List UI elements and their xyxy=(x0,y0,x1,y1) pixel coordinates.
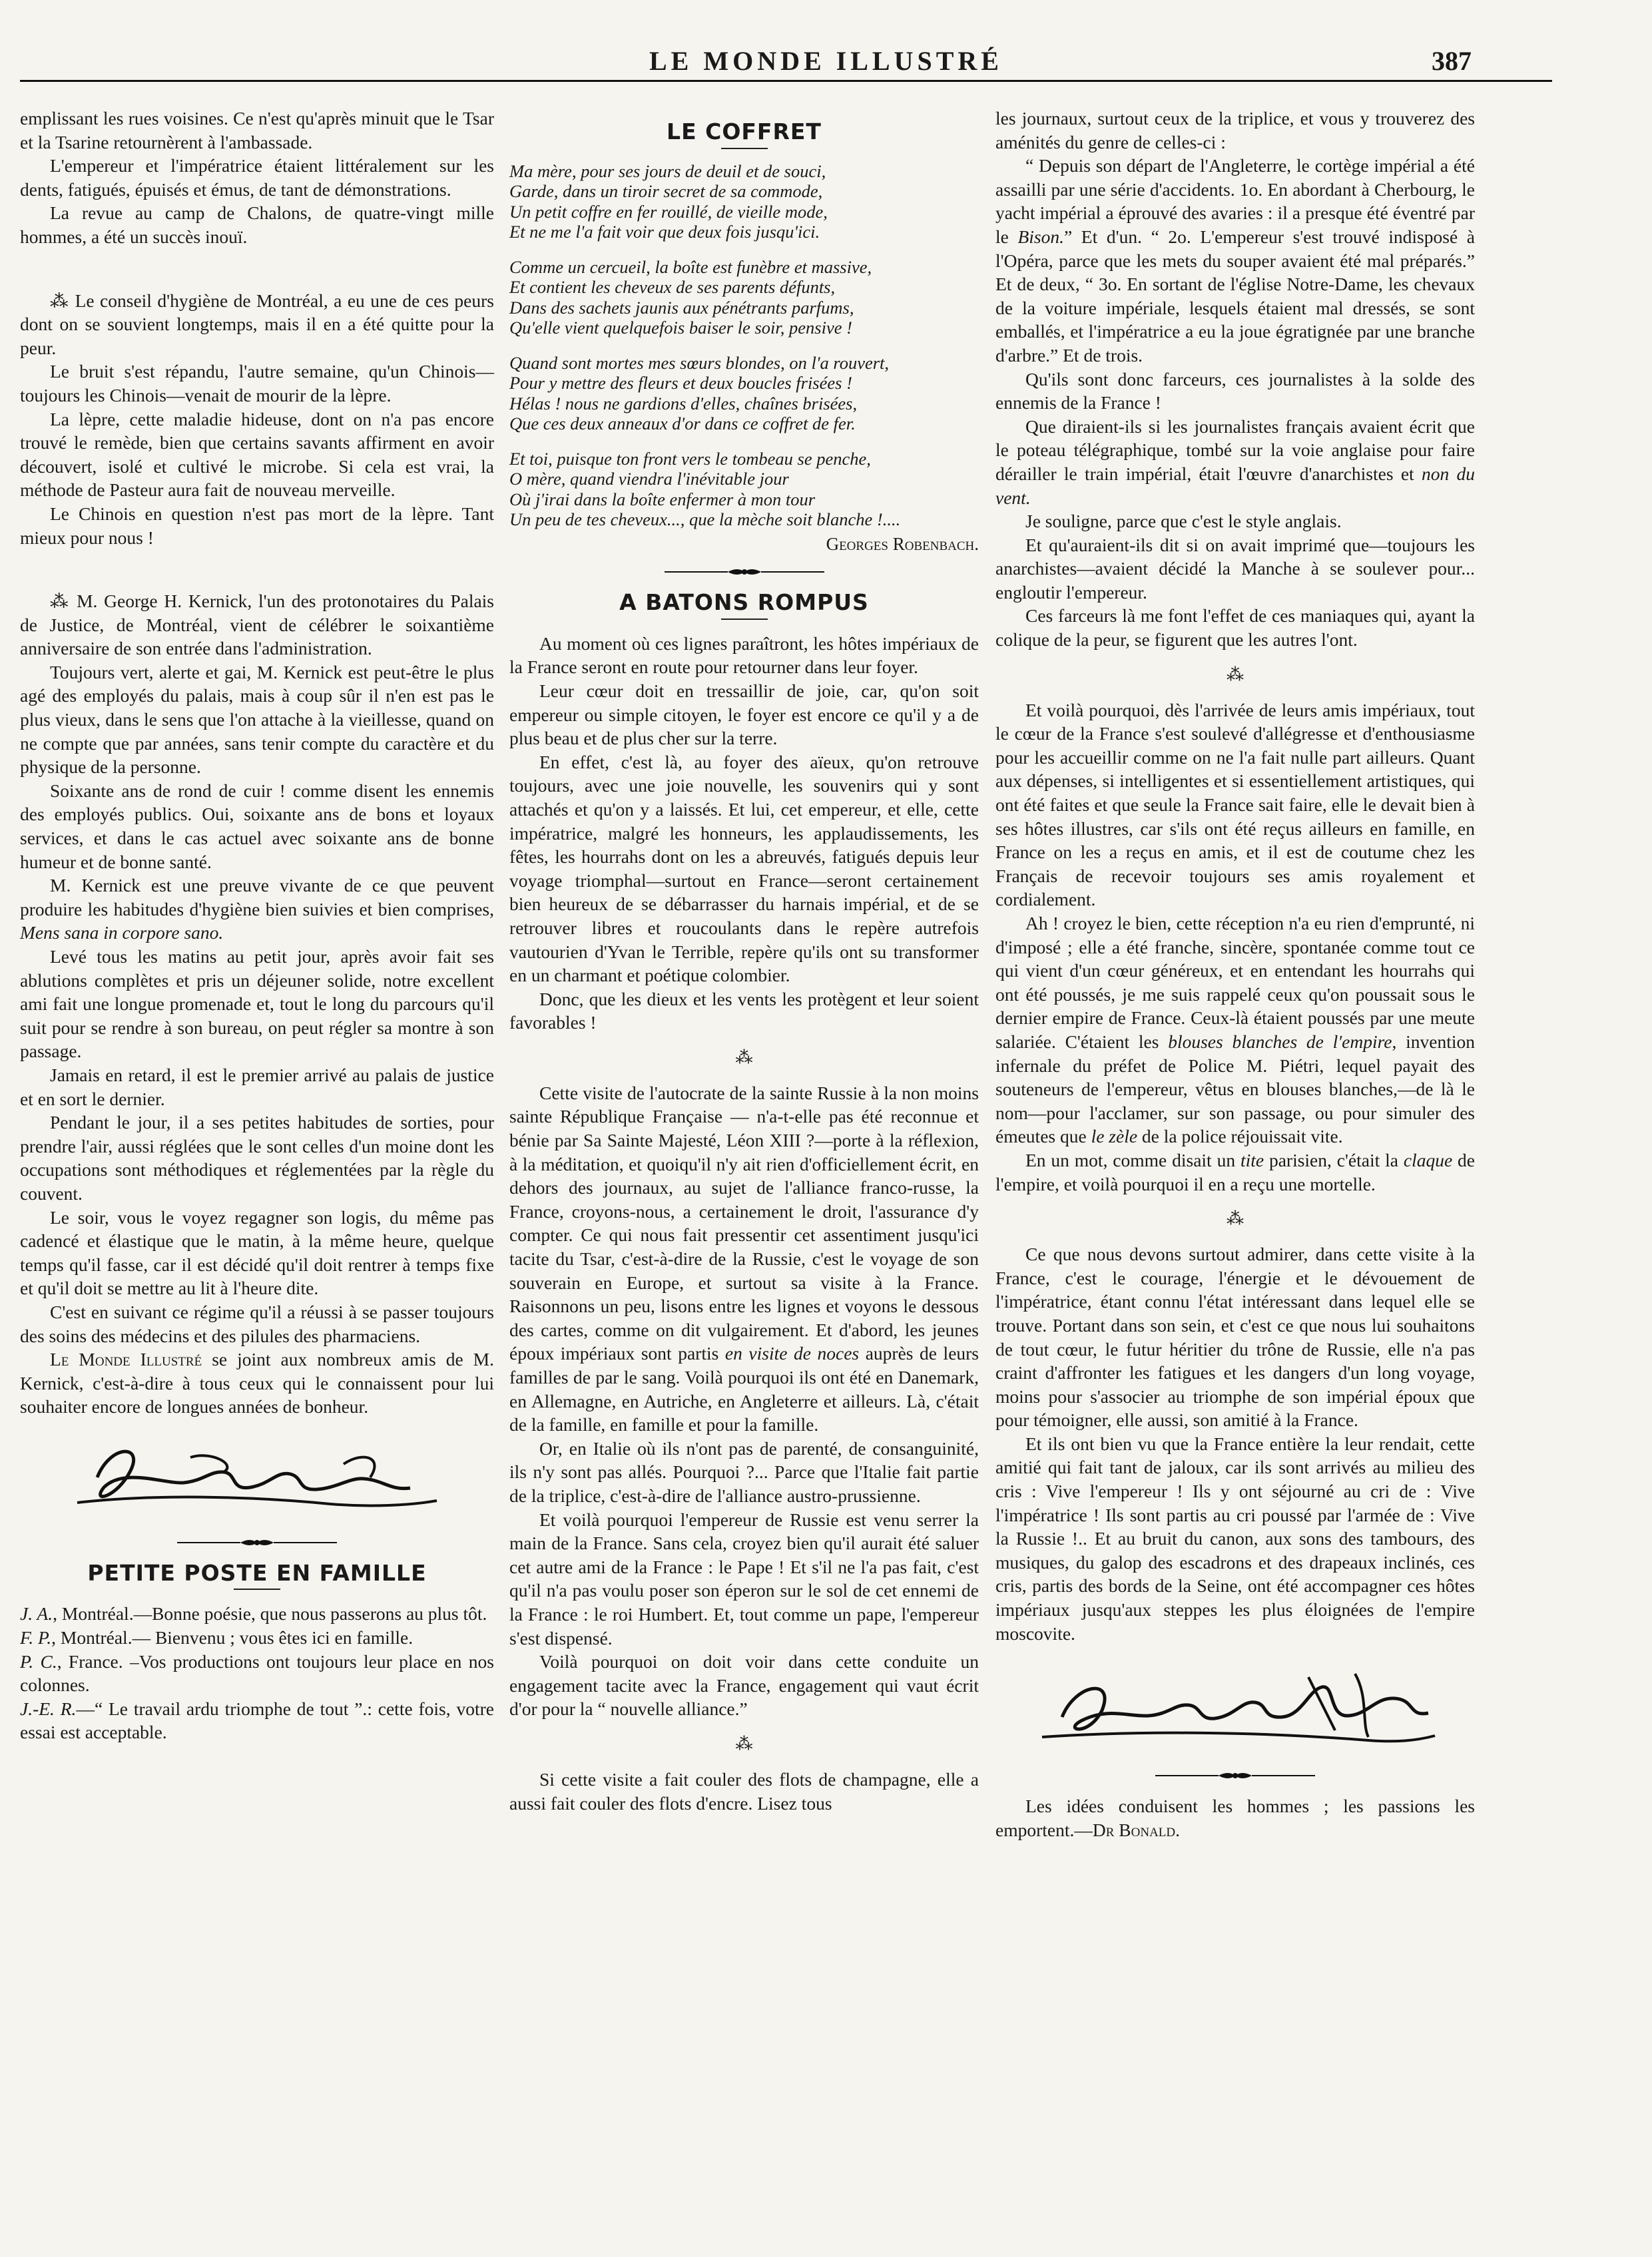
paragraph-text: de l'empire, et voilà pourquoi il en a reçu une mortelle. xyxy=(995,1149,1475,1194)
heading-rule xyxy=(234,1589,280,1590)
paragraph: Ce que nous devons surtout admirer, dans cette visite à la France, c'est le courage, l'énergie et le dévouement de l'impératrice, étant connu l'état intéressant dans lequel elle se trouve. Portant dans son sein, et c'est ce que nous lui souhaitons de tout cœur, le futur héritier du trône de Russie, elle n'a pas craint d'affronter les fatigues et les dangers d'un long voyage, moins pour s'associer au triomphe de son impérial époux que pour témoigner, elle aussi, son amitié à la France. xyxy=(995,1244,1475,1431)
asterism-divider: ⁂ xyxy=(735,1047,753,1067)
poem-line: Dans des sachets jaunis aux pénétrants parfums, xyxy=(509,297,854,318)
poem-line: Comme un cercueil, la boîte est funèbre et massive, xyxy=(509,256,872,277)
paragraph-text: M. Kernick est une preuve vivante de ce que peuvent produire les habitudes d'hygiène bien suivies et bien comprises, xyxy=(20,875,494,919)
reply-text: , Montréal.— Bienvenu ; vous êtes ici en famille. xyxy=(51,1627,413,1648)
mailbox-entry xyxy=(20,1626,494,1650)
paragraph-text: ” Et d'un. “ 2o. L'empereur s'est trouvé indisposé à l'Opéra, parce que les mets du souper avaient été mal préparés.” Et de deux, “ 3o. En sortant de l'église Notre-Dame, les chevaux de la voiture impériale, lesquels étaient mal dressés, se sont emballés, et l'impératrice a eu la joue égratignée par une branche d'arbre.” Et de trois. xyxy=(995,226,1475,366)
paragraph: Le soir, vous le voyez regagner son logis, du même pas cadencé et élastique que le matin, à la même heure, quelque temps qu'il fasse, car il est décidé qu'il doit rentrer à temps fixe et qu'il doit se mettre au lit à l'heure dite. xyxy=(20,1206,494,1299)
reply-text: , Montréal.—Bonne poésie, que nous passerons au plus tôt. xyxy=(53,1603,487,1625)
correspondent-initials: P. C. xyxy=(20,1650,57,1672)
mailbox-entry xyxy=(20,1650,494,1697)
poem-line: Et ne me l'a fait voir que deux fois jusqu'ici. xyxy=(509,222,820,242)
asterism: ⁂ xyxy=(50,591,77,612)
italic-phrase: blouses blanches de l'empire xyxy=(1168,1031,1392,1052)
paragraph xyxy=(995,415,1475,509)
paragraph: Au moment où ces lignes paraîtront, les hôtes impériaux de la France seront en route pour retourner dans leur foyer. xyxy=(509,632,979,678)
italic-phrase: le zèle xyxy=(1091,1126,1138,1147)
publication-name: Le Monde Illustré xyxy=(50,1349,202,1370)
section-heading-petite-poste: PETITE POSTE EN FAMILLE xyxy=(87,1559,427,1586)
paragraph: Le Chinois en question n'est pas mort de la lèpre. Tant mieux pour nous ! xyxy=(20,503,494,548)
correspondent-initials: J.-E. R. xyxy=(20,1698,77,1719)
paragraph xyxy=(20,589,494,660)
section-heading-a-batons-rompus: A BATONS ROMPUS xyxy=(619,589,869,616)
paragraph xyxy=(20,874,494,945)
paragraph: Soixante ans de rond de cuir ! comme disent les ennemis des employés publics. Oui, soixante ans de bons et loyaux services, et dans le cas actuel avec soixante ans de bonne humeur et de bonne santé. xyxy=(20,780,494,872)
paragraph-text: de la police réjouissait vite. xyxy=(1137,1126,1343,1147)
paragraph xyxy=(995,911,1475,1148)
section-heading-le-coffret: LE COFFRET xyxy=(667,119,822,144)
paragraph: La lèpre, cette maladie hideuse, dont on n'a pas encore trouvé le remède, bien que certains savants affirment en avoir découvert, isolé et cultivé le microbe. Si cela est vrai, la méthode de Pasteur aura fait de nouveau merveille. xyxy=(20,408,494,501)
poem-stanza xyxy=(509,161,979,242)
column-2 xyxy=(509,107,979,1815)
column-1 xyxy=(20,107,494,1744)
spacer xyxy=(20,549,494,589)
ornament-divider xyxy=(177,1536,337,1549)
paragraph xyxy=(20,1348,494,1419)
paragraph: les journaux, surtout ceux de la triplice, et vous y trouverez des aménités du genre de celles-ci : xyxy=(995,108,1475,152)
poem-line: O mère, quand viendra l'inévitable jour xyxy=(509,469,789,489)
paragraph-text: se joint aux nombreux amis de M. Kernick, c'est-à-dire à tous ceux qui le connaissent pour lui souhaiter encore de longues années de bonheur. xyxy=(20,1349,494,1417)
paragraph: Je souligne, parce que c'est le style anglais. xyxy=(1025,511,1342,532)
poem-line: Ma mère, pour ses jours de deuil et de souci, xyxy=(509,160,826,181)
paragraph xyxy=(995,154,1475,367)
paragraph-text: Que diraient-ils si les journalistes français avaient écrit que le poteau télégraphique, tombé sur la voie anglaise pour faire dérailler le train impérial, était l'œuvre d'anarchistes et xyxy=(995,415,1475,484)
ornament-divider xyxy=(1155,1769,1315,1782)
paragraph-text: Cette visite de l'autocrate de la sainte Russie à la non moins sainte République Française — n'a-t-elle pas été reconnue et bénie par Sa Sainte Majesté, Léon XIII ?—porte à la réflexion, à la méditation, et quoiqu'il n'y ait rien d'officiellement écrit, en dehors des journaux, au sujet de l'alliance franco-russe, la France, croyons-nous, a certainement le droit, l'assurance d'y compter. Ce qui nous fait pressentir cet assentiment jusqu'ici tacite du Tsar, c'est-à-dire de la Russie, c'est le voyage de son souverain en Europe, et surtout sa visite à la France. Raisonnons un peu, lisons entre les lignes et voyons le dessous des cartes, comme on dit vulgairement. Et d'abord, les jeunes époux impériaux sont partis xyxy=(509,1082,979,1364)
paragraph: Qu'ils sont donc farceurs, ces journalistes à la solde des ennemis de la France ! xyxy=(995,368,1475,413)
paragraph xyxy=(509,1081,979,1437)
page-number: 387 xyxy=(1432,46,1472,76)
paragraph-text: auprès de leurs familles de par le sang. Voilà pourquoi ils ont été en Danemark, en Allemagne, en Autriche, en Angleterre et ailleurs. Là, c'était de la famille, en famille et pour la famille. xyxy=(509,1343,979,1435)
asterism-divider: ⁂ xyxy=(1227,664,1244,684)
paragraph: Leur cœur doit en tressaillir de joie, car, qu'on soit empereur ou simple citoyen, le foyer est encore ce qu'il y a de plus beau et de plus cher sur la terre. xyxy=(509,680,979,749)
heading-rule xyxy=(721,619,768,620)
italic-phrase: en visite de noces xyxy=(724,1343,860,1364)
latin-motto: Mens sana in corpore sano. xyxy=(20,922,224,943)
mailbox-entry xyxy=(20,1697,494,1744)
paragraph: Et voilà pourquoi l'empereur de Russie est venu serrer la main de la France. Sans cela, croyez bien qu'il aurait été saluer cet autre ami de la France : le Pape ! Et s'il ne l'a pas fait, c'est qu'il n'a pas voulu poser son éperon sur le sol de cet ennemi de la France : le roi Humbert. Et, tout comme un pape, l'empereur s'est dispensé. xyxy=(509,1509,979,1648)
paragraph: Le bruit s'est répandu, l'autre semaine, qu'un Chinois—toujours les Chinois—venait de mourir de la lèpre. xyxy=(20,361,494,405)
poem xyxy=(509,161,979,530)
paragraph-text: , invention infernale du préfet de Police M. Piétri, lequel payait des souteneurs de l'empereur, vêtus en blouses blanches,—de là le nom—pour l'acclamer, sur son passage, ou pour simuler des émeutes que xyxy=(995,1031,1475,1147)
poem-line: Garde, dans un tiroir secret de sa commode, xyxy=(509,181,823,202)
paragraph: Et ils ont bien vu que la France entière la leur rendait, cette amitié qui fait tant de jaloux, car ils sont arrivés au milieu des cris : Vive l'empereur ! Ils y ont séjourné au cri de : Vive l'impératrice ! Ils sont partis au cri poussé par l'armée de : Vive la Russie !.. Et au bruit du canon, aux sons des tambours, des musiques, du galop des escadrons et des drapeaux inclinés, ces cris, partis des bords de la Seine, ont été accompagner ces hôtes impériaux jusqu'aux steppes les plus éloignées de l'empire moscovite. xyxy=(995,1433,1475,1644)
poem-author: Georges Robenbach. xyxy=(826,533,979,554)
poem-stanza xyxy=(509,449,979,530)
paragraph: Et voilà pourquoi, dès l'arrivée de leurs amis impériaux, tout le cœur de la France s'est soulevé d'allégresse et d'enthousiasme pour les accueillir comme on ne l'a fait nulle part ailleurs. Quant aux dépenses, si intelligentes et si essentiellement artistiques, qui ont été faites et que seule la France sait faire, elle le devait bien à ses hôtes illustres, car s'ils ont été reçus ailleurs en famille, en France on les a reçus en amis, et il est de coutume chez les Français de recevoir toujours ses amis royalement et cordialement. xyxy=(995,699,1475,910)
heading-rule xyxy=(721,148,768,149)
ornament-divider xyxy=(665,565,824,579)
paragraph: Pendant le jour, il a ses petites habitudes de sorties, pour prendre l'air, aussi réglées que le sont celles d'un moine dont les occupations sont méthodiques et réglementées par la règle du couvent. xyxy=(20,1112,494,1204)
reply-text: —“ Le travail ardu triomphe de tout ”.: cette fois, votre essai est acceptable. xyxy=(20,1698,494,1743)
closing-quote xyxy=(995,1794,1475,1842)
paragraph: En effet, c'est là, au foyer des aïeux, qu'on retrouve toujours, avec une joie nouvelle, les souvenirs qui y sont attachés et qu'on y a laissés. Et lui, cet empereur, et elle, cette impératrice, malgré les honneurs, les applaudissements, les fêtes, les hourrahs dont on les a abreuvés, fatigués depuis leur voyage triomphal—surtout en France—seront certainement bien heureux de se débarrasser du harnais impérial, et de se retrouver libres et roucoulants dans le repère autrefois vautourien d'Yvan le Terrible, repère qu'ils ont su transformer en un charmant et poétique colombier. xyxy=(509,751,979,986)
poem-stanza xyxy=(509,353,979,434)
poem-line: Où j'irai dans la boîte enfermer à mon tour xyxy=(509,489,816,509)
quote-author: Dr Bonald. xyxy=(1092,1819,1180,1840)
paragraph xyxy=(20,289,494,360)
poem-line: Quand sont mortes mes sœurs blondes, on l'a rouvert, xyxy=(509,352,890,373)
poem-line: Qu'elle vient quelquefois baiser le soir, pensive ! xyxy=(509,318,852,338)
paragraph-text: En un mot, comme disait un xyxy=(1025,1149,1240,1170)
poem-line: Que ces deux anneaux d'or dans ce coffret de fer. xyxy=(509,413,856,434)
reply-text: , France. –Vos productions ont toujours leur place en nos colonnes. xyxy=(20,1650,494,1696)
poem-line: Pour y mettre des fleurs et deux boucles frisées ! xyxy=(509,373,852,393)
asterism-divider: ⁂ xyxy=(735,1734,753,1754)
paragraph: Levé tous les matins au petit jour, après avoir fait ses ablutions complètes et pris un déjeuner solide, notre excellent ami fait une longue promenade et, tout le long du parcours qu'il suit pour se rendre à son bureau, on peut régler sa montre à son passage. xyxy=(20,946,494,1062)
mailbox-entry xyxy=(20,1602,494,1626)
spacer xyxy=(20,249,494,289)
signature-leon-ledieu xyxy=(51,1431,463,1524)
italic-word: claque xyxy=(1403,1149,1453,1170)
signature-gustave-lhoste xyxy=(1022,1657,1448,1757)
poem-line: Et toi, puisque ton front vers le tombeau se penche, xyxy=(509,448,871,469)
paragraph-text: M. George H. Kernick, l'un des protonotaires du Palais de Justice, de Montréal, vient de célébrer le soixantième anniversaire de son entrée dans l'administration. xyxy=(20,591,495,659)
paragraph xyxy=(995,1148,1475,1196)
poem-line: Hélas ! nous ne gardions d'elles, chaînes brisées, xyxy=(509,393,858,413)
paragraph: emplissant les rues voisines. Ce n'est qu'après minuit que le Tsar et la Tsarine retournèrent à l'ambassade. xyxy=(20,108,494,152)
poem-line: Et contient les cheveux de ses parents défunts, xyxy=(509,277,836,298)
poem-stanza xyxy=(509,257,979,338)
column-3 xyxy=(995,107,1475,1842)
paragraph: Voilà pourquoi on doit voir dans cette conduite un engagement tacite avec la France, engagement qui vaut écrit d'or pour la “ nouvelle alliance.” xyxy=(509,1651,979,1720)
paragraph: Donc, que les dieux et les vents les protègent et leur soient favorables ! xyxy=(509,988,979,1033)
paragraph-text: parisien, c'était la xyxy=(1264,1149,1404,1170)
paragraph-text: “ Depuis son départ de l'Angleterre, le cortège impérial a été assailli par une série d'accidents. 1o. En abordant à Cherbourg, le yacht impérial a éprouvé des avaries : il a presque été éventré par le xyxy=(995,155,1475,247)
masthead-title: LE MONDE ILLUSTRÉ xyxy=(649,46,1003,76)
asterism-divider: ⁂ xyxy=(1227,1209,1244,1229)
poem-line: Un petit coffre en fer rouillé, de vieille mode, xyxy=(509,201,828,222)
paragraph: Et qu'auraient-ils dit si on avait imprimé que—toujours les anarchistes—avaient décidé la Manche à se soulever pour... engloutir l'empereur. xyxy=(995,534,1475,603)
paragraph: L'empereur et l'impératrice étaient littéralement sur les dents, fatigués, épuisés et émus, de tant de démonstrations. xyxy=(20,155,494,200)
paragraph-text: Le conseil d'hygiène de Montréal, a eu une de ces peurs dont on se souvient longtemps, mais il en a été quitte pour la peur. xyxy=(20,290,495,358)
asterism: ⁂ xyxy=(50,290,75,311)
paragraph: Ces farceurs là me font l'effet de ces maniaques qui, ayant la colique de la peur, se figurent que les autres l'ont. xyxy=(995,605,1475,650)
header-rule xyxy=(20,80,1552,82)
paragraph: Jamais en retard, il est le premier arrivé au palais de justice et en sort le dernier. xyxy=(20,1064,494,1109)
paragraph: Toujours vert, alerte et gai, M. Kernick est peut-être le plus agé des employés du palais, mais à coup sûr il n'en est pas le plus vieux, dans le sens que l'on attache à la vieillesse, quand on ne compte que par années, sans tenir compte du caractère et du physique de la personne. xyxy=(20,661,494,778)
paragraph: C'est en suivant ce régime qu'il a réussi à se passer toujours des soins des médecins et des pilules des pharmaciens. xyxy=(20,1301,494,1346)
paragraph-text: Ah ! croyez le bien, cette réception n'a eu rien d'emprunté, ni d'imposé ; elle a été franche, sincère, spontanée comme tout ce qui vient d'un cœur généreux, et en entendant les hourrahs qui ont été poussés, je me suis rappelé ceux qu'on poussait sous le dernier empire de France. Ceux-là étaient poussés par une meute salariée. C'étaient les xyxy=(995,913,1475,1052)
poem-line: Un peu de tes cheveux..., que la mèche soit blanche !.... xyxy=(509,509,901,530)
italic-word: tite xyxy=(1240,1149,1264,1170)
correspondent-initials: F. P. xyxy=(20,1627,52,1648)
paragraph: La revue au camp de Chalons, de quatre-vingt mille hommes, a été un succès inouï. xyxy=(20,202,494,247)
paragraph: Si cette visite a fait couler des flots de champagne, elle a aussi fait couler des flots d'encre. Lisez tous xyxy=(509,1768,979,1814)
ship-name: Bison. xyxy=(1017,226,1064,247)
paragraph: Or, en Italie où ils n'ont pas de parenté, de consanguinité, ils n'y sont pas allés. Pourquoi ?... Parce que l'Italie fait partie de la triplice, c'est-à-dire de l'alliance austro-prussienne. xyxy=(509,1437,979,1506)
italic-phrase: non du vent. xyxy=(995,463,1475,508)
correspondent-initials: J. A. xyxy=(20,1603,53,1625)
quote-text: Les idées conduisent les hommes ; les passions les emportent.— xyxy=(995,1796,1475,1840)
